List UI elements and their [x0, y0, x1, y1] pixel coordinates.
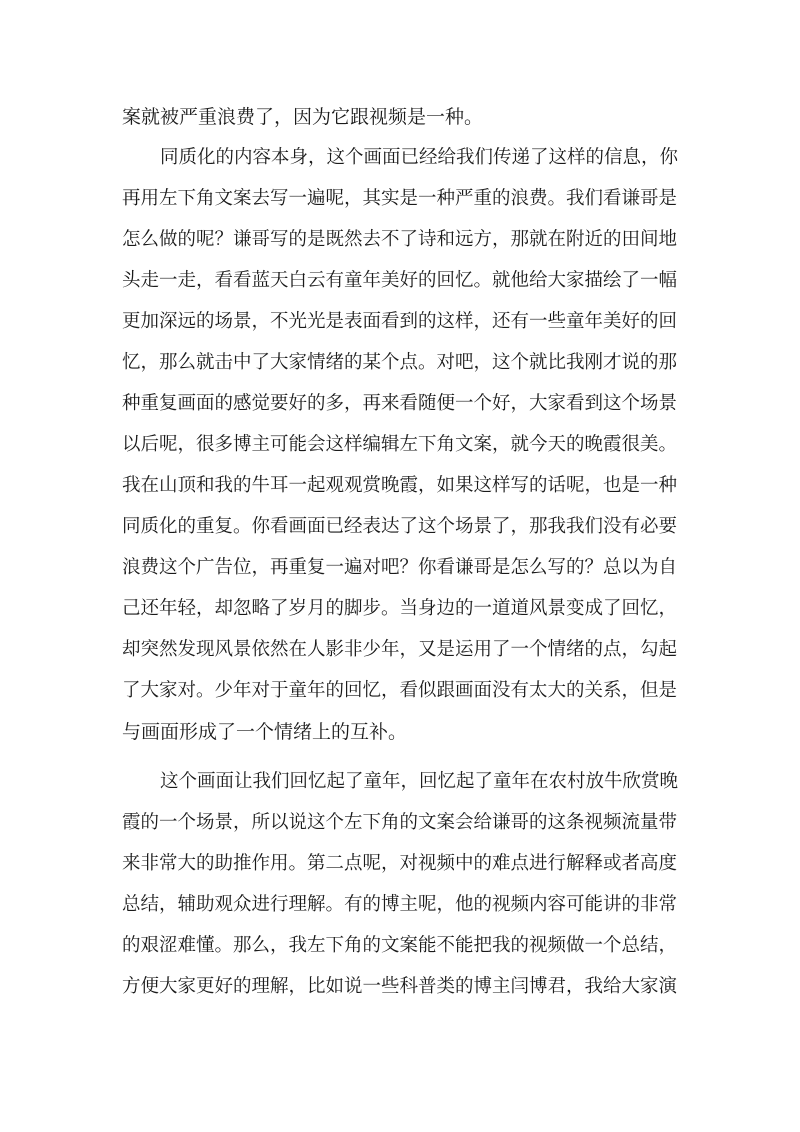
- paragraph-start-line: 这个画面让我们回忆起了童年，回忆起了童年在农村放牛欣赏晚: [160, 771, 679, 792]
- text-line: 案就被严重浪费了，因为它跟视频是一种。: [122, 106, 484, 128]
- text-line: 总结，辅助观众进行理解。有的博主呢，他的视频内容可能讲的非常: [122, 894, 678, 915]
- text-line: 以后呢，很多博主可能会这样编辑左下角文案，就今天的晚霞很美。: [122, 434, 678, 455]
- text-line: 忆，那么就击中了大家情绪的某个点。对吧，这个就比我刚才说的那: [122, 352, 678, 373]
- text-line: 了大家对。少年对于童年的回忆，看似跟画面没有太大的关系，但是: [122, 680, 678, 701]
- text-line: 同质化的重复。你看画面已经表达了这个场景了，那我我们没有必要: [122, 516, 678, 537]
- text-line: 己还年轻，却忽略了岁月的脚步。当身边的一道道风景变成了回忆，: [122, 598, 678, 619]
- text-line: 与画面形成了一个情绪上的互补。: [122, 721, 408, 743]
- text-line: 种重复画面的感觉要好的多，再来看随便一个好，大家看到这个场景: [122, 393, 678, 414]
- text-line: 方便大家更好的理解，比如说一些科普类的博主闫博君，我给大家演: [122, 976, 678, 997]
- text-line: 霞的一个场景，所以说这个左下角的文案会给谦哥的这条视频流量带: [122, 812, 678, 833]
- text-line: 浪费这个广告位，再重复一遍对吧？你看谦哥是怎么写的？总以为自: [122, 557, 678, 578]
- text-line: 更加深远的场景，不光光是表面看到的这样，还有一些童年美好的回: [122, 311, 678, 332]
- text-line: 的艰涩难懂。那么，我左下角的文案能不能把我的视频做一个总结，: [122, 935, 678, 956]
- text-line: 头走一走，看看蓝天白云有童年美好的回忆。就他给大家描绘了一幅: [122, 270, 678, 291]
- text-line: 再用左下角文案去写一遍呢，其实是一种严重的浪费。我们看谦哥是: [122, 188, 678, 209]
- text-line: 我在山顶和我的牛耳一起观观赏晚霞，如果这样写的话呢，也是一种: [122, 475, 678, 496]
- paragraph-start-line: 同质化的内容本身，这个画面已经给我们传递了这样的信息，你: [160, 147, 679, 168]
- text-line: 却突然发现风景依然在人影非少年，又是运用了一个情绪的点，勾起: [122, 639, 678, 660]
- text-line: 来非常大的助推作用。第二点呢，对视频中的难点进行解释或者高度: [122, 853, 678, 874]
- text-line: 怎么做的呢？谦哥写的是既然去不了诗和远方，那就在附近的田间地: [122, 229, 678, 250]
